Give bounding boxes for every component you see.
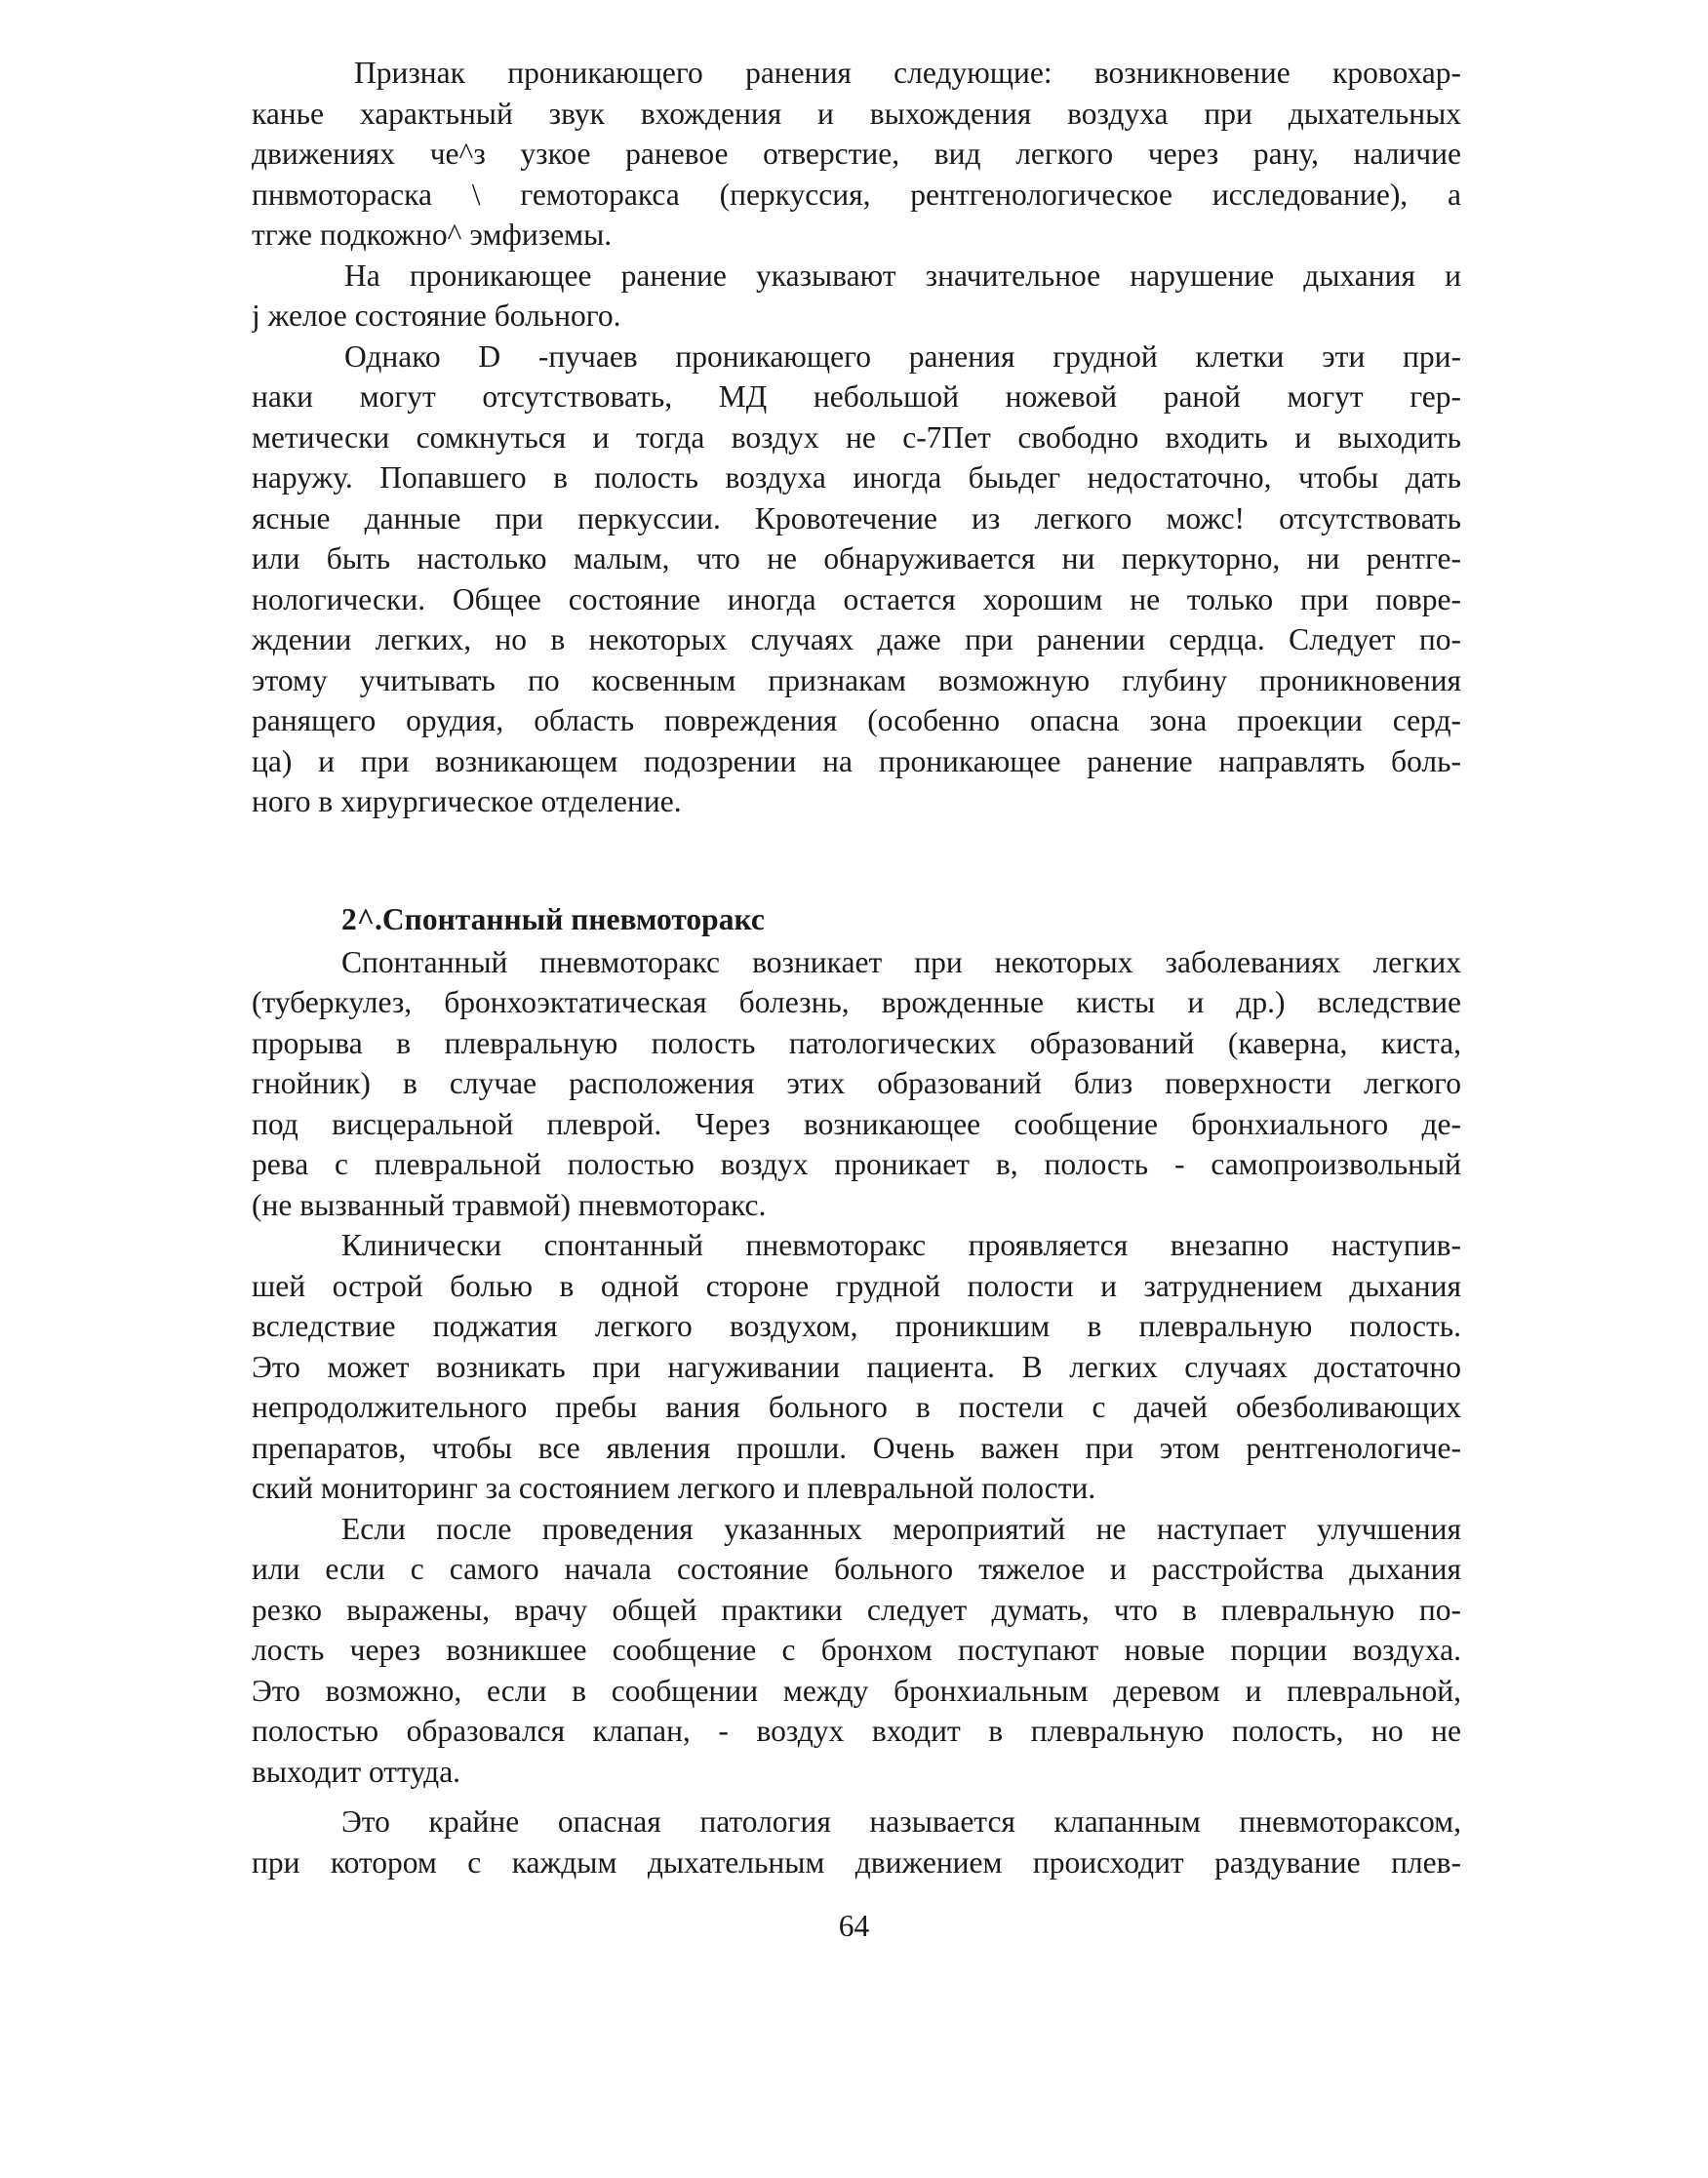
section-heading-container: [252, 822, 1461, 942]
text-line: нологически. Общее состояние иногда остается хорошим не только при повре-: [252, 581, 1461, 616]
section-heading: 2^.Спонтанный пневмоторакс: [341, 902, 765, 936]
text-line: или быть настолько малым, что не обнаруживается ни перкуторно, ни рентге-: [252, 541, 1461, 575]
text-line: (туберкулез, бронхоэктатическая болезнь, врожденные кисты и др.) вследствие: [252, 985, 1461, 1019]
text-line: рева с плевральной полостью воздух проникает в, полость - самопроизвольный: [252, 1147, 1461, 1181]
text-line: или если с самого начала состояние больного тяжелое и расстройства дыхания: [252, 1552, 1461, 1586]
text-line: гнойник) в случае расположения этих образований близ поверхности легкого: [252, 1066, 1461, 1100]
text-line: ранящего орудия, область повреждения (особенно опасна зона проекции серд-: [252, 703, 1461, 737]
text-line: Признак проникающего ранения следующие: возникновение кровохар-: [354, 56, 1461, 90]
text-line: наружу. Попавшего в полость воздуха иногда быьдег недостаточно, чтобы дать: [252, 460, 1461, 495]
text-line: препаратов, чтобы все явления прошли. Очень важен при этом рентгенологиче-: [252, 1430, 1461, 1465]
text-line: полостью образовался клапан, - воздух входит в плевральную полость, но не: [252, 1714, 1461, 1748]
text-line: На проникающее ранение указывают значительное нарушение дыхания и: [344, 257, 1461, 293]
text-line: пнвмоторaска \ гемоторакса (перкуссия, рентгенологическое исследование), а: [252, 177, 1461, 212]
text-line: движениях че^з узкое раневое отверстие, вид легкого через рану, наличие: [252, 137, 1461, 171]
paragraph: [252, 256, 1461, 337]
text-line: под висцеральной плеврой. Через возникающее сообщение бронхиального де-: [252, 1106, 1461, 1141]
text-line: прорыва в плевральную полость патологических образований (каверна, киста,: [252, 1025, 1461, 1060]
text-line: ждении легких, но в некоторых случаях даже при ранении сердца. Следует по-: [252, 622, 1461, 656]
text-line: непродолжительного пребы вания больного в постели с дачей обезболивающих: [252, 1390, 1461, 1424]
text-line: лость через возникшее сообщение с бронхом поступают новые порции воздуха.: [252, 1633, 1461, 1667]
text-line: вследствие поджатия легкого воздухом, проникшим в плевральную полость.: [252, 1309, 1461, 1343]
text-line: Клинически спонтанный пневмоторакс проявляется внезапно наступив-: [341, 1228, 1461, 1262]
text-line: Спонтанный пневмоторакс возникает при некоторых заболеваниях легких: [341, 944, 1461, 979]
paragraph: [252, 942, 1461, 1226]
text-line: выходит оттуда.: [252, 1754, 461, 1789]
text-line: ский мониторинг за состоянием легкого и плевральной полости.: [252, 1471, 1096, 1505]
text-line: Однако D -пучаев проникающего ранения грудной клетки эти при-: [344, 338, 1461, 374]
text-line: при котором с каждым дыхательным движением происходит раздувание плев-: [252, 1844, 1461, 1880]
text-line: резко выражены, врачу общей практики следует думать, что в плевральную по-: [252, 1592, 1461, 1627]
paragraph: [252, 1802, 1461, 1882]
text-line: этому учитывать по косвенным признакам возможную глубину проникновения: [252, 662, 1461, 697]
page-number: 64: [838, 1909, 870, 1943]
paragraph: [252, 1225, 1461, 1509]
text-line: Это может возникать при нагуживании пациента. В легких случаях достаточно: [252, 1349, 1461, 1384]
paragraph: [252, 337, 1461, 822]
paragraph: [252, 1509, 1461, 1793]
body-text: [252, 53, 1461, 1882]
text-line: наки могут отсутствовать, МД небольшой ножевой раной могут гер-: [252, 379, 1461, 414]
text-line: шей острой болью в одной стороне грудной полости и затруднением дыхания: [252, 1268, 1461, 1303]
text-line: ясные данные при перкуссии. Кровотечение из легкого можс! отсутствовать: [252, 500, 1461, 535]
text-line: ца) и при возникающем подозрении на проникающее ранение направлять боль-: [252, 743, 1461, 778]
text-line: канье характьный звук вхождения и выхождения воздуха при дыхательных: [252, 96, 1461, 131]
text-line: ного в хирургическое отделение.: [252, 784, 682, 818]
text-line: j желое состояние больного.: [252, 298, 621, 333]
text-line: Это возможно, если в сообщении между бронхиальным деревом и плевральной,: [252, 1673, 1461, 1708]
text-line: Если после проведения указанных мероприятий не наступает улучшения: [341, 1511, 1461, 1546]
text-line: метически сомкнуться и тогда воздух не с-7Пет свободно входить и выходить: [252, 419, 1461, 455]
paragraph: [252, 53, 1461, 256]
text-line: (не вызванный травмой) пневмоторакс.: [252, 1187, 767, 1222]
text-line: Это крайне опасная патология называется клапанным пневмотораксом,: [341, 1804, 1461, 1839]
text-line: тгже подкожно^ эмфиземы.: [252, 218, 613, 252]
